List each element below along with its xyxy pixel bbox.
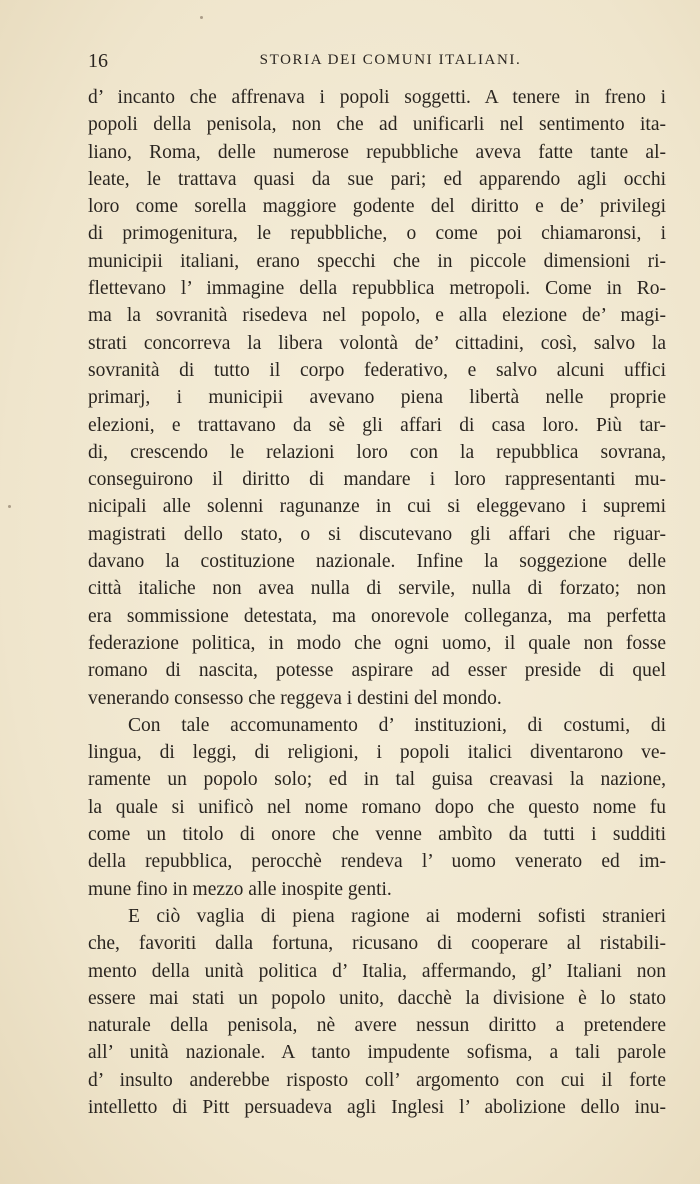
text-line: magistrati dello stato, o si discutevano gli affari che riguar- [88, 523, 666, 545]
text-line: lingua, di leggi, di religioni, i popoli italici diventarono ve- [88, 742, 666, 764]
text-line: all’ unità nazionale. A tanto impudente sofisma, a tali parole [88, 1042, 666, 1064]
text-line: primarj, i municipii avevano piena libertà nelle proprie [88, 387, 666, 409]
text-line: ma la sovranità risedeva nel popolo, e alla elezione de’ magi- [88, 305, 666, 327]
body-text [88, 84, 666, 1121]
text-line: popoli della penisola, non che ad unificarli nel sentimento ita- [88, 114, 666, 136]
running-title: STORIA DEI COMUNI ITALIANI. [259, 52, 522, 68]
text-line: municipii italiani, erano specchi che in piccole dimensioni ri- [88, 250, 666, 272]
text-line: loro come sorella maggiore godente del diritto e de’ privilegi [88, 196, 666, 218]
paper-speck [200, 16, 203, 19]
text-line: liano, Roma, delle numerose repubbliche aveva fatte tante al- [88, 141, 666, 163]
text-line: sovranità di tutto il corpo federativo, e salvo alcuni uffici [88, 359, 666, 381]
text-line: essere mai stati un popolo unito, dacchè la divisione è lo stato [88, 987, 666, 1009]
text-line: davano la costituzione nazionale. Infine la soggezione delle [88, 551, 666, 573]
text-line: venerando consesso che reggeva i destini del mondo. [88, 687, 502, 709]
text-line: come un titolo di onore che venne ambìto da tutti i sudditi [88, 824, 666, 846]
text-line: ramente un popolo solo; ed in tal guisa creavasi la nazione, [88, 769, 666, 791]
text-line: elezioni, e trattavano da sè gli affari di casa loro. Più tar- [88, 414, 666, 436]
text-line: naturale della penisola, nè avere nessun diritto a pretendere [88, 1015, 666, 1037]
text-line: intelletto di Pitt persuadeva agli Inglesi l’ abolizione dello inu- [88, 1096, 666, 1118]
text-line: di primogenitura, le repubbliche, o come poi chiamaronsi, i [88, 223, 666, 245]
text-line: d’ insulto anderebbe risposto coll’ argomento con cui il forte [88, 1069, 666, 1091]
page-number: 16 [88, 50, 108, 72]
page-header [88, 50, 665, 74]
text-line: di, crescendo le relazioni loro con la repubblica sovrana, [88, 441, 666, 463]
text-line: conseguirono il diritto di mandare i loro rappresentanti mu- [88, 469, 666, 491]
text-line: della repubblica, perocchè rendeva l’ uomo venerato ed im- [88, 851, 666, 873]
text-line: nicipali alle solenni ragunanze in cui si eleggevano i supremi [88, 496, 666, 518]
text-line: leate, le trattava quasi da sue pari; ed apparendo agli occhi [88, 168, 666, 190]
text-line: E ciò vaglia di piena ragione ai moderni sofisti stranieri [128, 905, 666, 927]
text-line: mento della unità politica d’ Italia, affermando, gl’ Italiani non [88, 960, 666, 982]
text-line: città italiche non avea nulla di servile, nulla di forzato; non [88, 578, 666, 600]
text-line: che, favoriti dalla fortuna, ricusano di cooperare al ristabili- [88, 933, 666, 955]
text-line: flettevano l’ immagine della repubblica metropoli. Come in Ro- [88, 278, 666, 300]
text-line: Con tale accomunamento d’ instituzioni, di costumi, di [128, 714, 666, 736]
text-line: romano di nascita, potesse aspirare ad esser preside di quel [88, 660, 666, 682]
text-line: strati concorreva la libera volontà de’ cittadini, così, salvo la [88, 332, 666, 354]
paper-speck [8, 505, 11, 508]
text-line: d’ incanto che affrenava i popoli soggetti. A tenere in freno i [88, 87, 666, 108]
text-line: la quale si unificò nel nome romano dopo che questo nome fu [88, 796, 666, 818]
text-line: mune fino in mezzo alle inospite genti. [88, 878, 392, 900]
text-line: federazione politica, in modo che ogni uomo, il quale non fosse [88, 632, 666, 654]
text-line: era sommissione detestata, ma onorevole colleganza, ma perfetta [88, 605, 666, 627]
